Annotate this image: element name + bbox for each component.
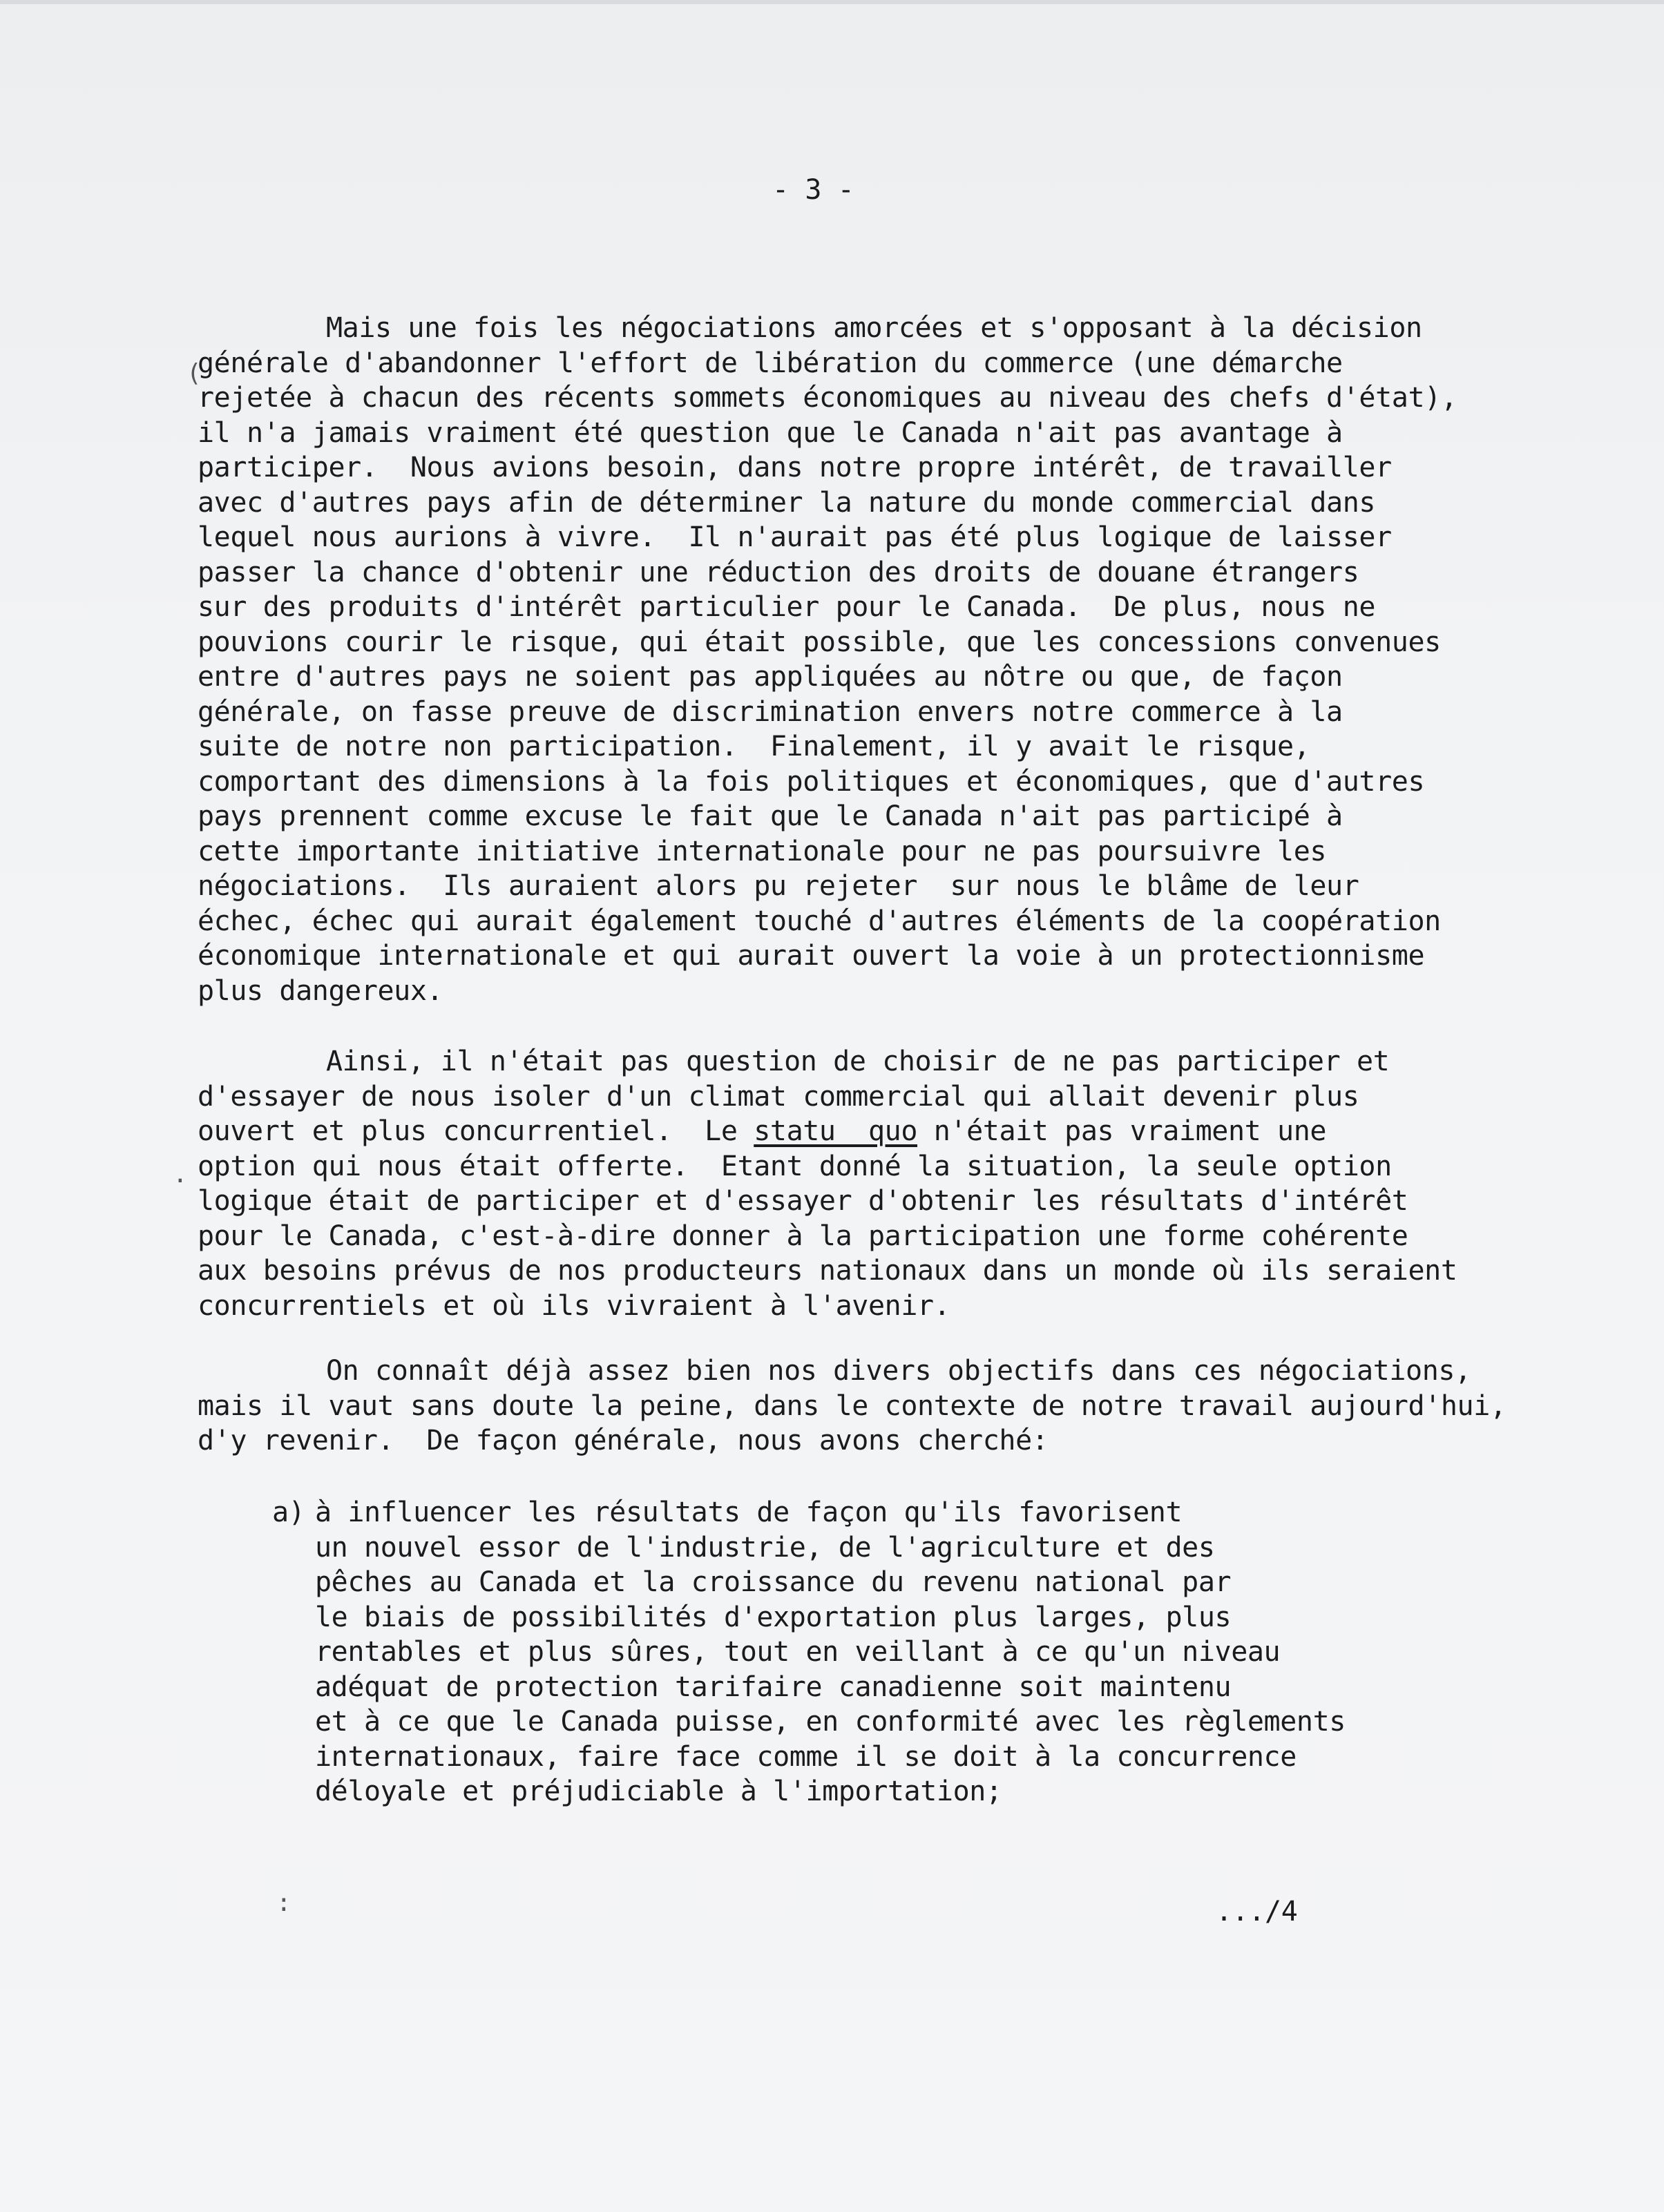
margin-dots: : [276, 1889, 291, 1917]
text-line: Ainsi, il n'était pas question de choisir de ne pas participer et [326, 1046, 1390, 1077]
text-line: lequel nous aurions à vivre. Il n'aurait pas été plus logique de laisser [198, 521, 1392, 553]
text-segment: n'était pas vraiment une [917, 1115, 1327, 1147]
text-line: générale d'abandonner l'effort de libération du commerce (une démarche [198, 347, 1343, 379]
paragraph-2 [198, 1044, 1579, 1323]
text-line: économique internationale et qui aurait ouvert la voie à un protectionnisme [198, 940, 1425, 972]
text-line: d'y revenir. De façon générale, nous avons cherché: [198, 1425, 1049, 1456]
margin-tick: ( [187, 359, 202, 387]
text-line: cette importante initiative internationale pour ne pas poursuivre les [198, 835, 1327, 867]
continuation-marker: .../4 [1216, 1896, 1298, 1927]
underlined-term: statu quo [754, 1115, 918, 1147]
text-line: un nouvel essor de l'industrie, de l'agriculture et des [315, 1531, 1215, 1564]
text-line: adéquat de protection tarifaire canadienne soit maintenu [315, 1671, 1232, 1703]
text-line: d'essayer de nous isoler d'un climat commercial qui allait devenir plus [198, 1080, 1359, 1113]
text-line: pêches au Canada et la croissance du revenu national par [315, 1566, 1232, 1598]
text-line: pour le Canada, c'est-à-dire donner à la participation une forme cohérente [198, 1220, 1408, 1252]
text-line: option qui nous était offerte. Etant donné la situation, la seule option [198, 1150, 1392, 1182]
text-line: à influencer les résultats de façon qu'ils favorisent [315, 1497, 1183, 1528]
margin-dot: · [173, 1167, 188, 1195]
text-line: suite de notre non participation. Finalement, il y avait le risque, [198, 731, 1310, 762]
text-line: mais il vaut sans doute la peine, dans le contexte de notre travail aujourd'hui, [198, 1389, 1507, 1422]
text-segment: ouvert et plus concurrentiel. Le [198, 1115, 754, 1147]
text-line: comportant des dimensions à la fois politiques et économiques, que d'autres [198, 765, 1425, 798]
paragraph-1 [198, 311, 1579, 1008]
list-marker: a) [272, 1497, 305, 1528]
page-top-edge [0, 0, 1664, 4]
paragraph-3 [198, 1354, 1579, 1459]
text-line: aux besoins prévus de nos producteurs nationaux dans un monde où ils seraient [198, 1255, 1457, 1287]
text-line: sur des produits d'intérêt particulier pour le Canada. De plus, nous ne [198, 591, 1376, 623]
text-line: internationaux, faire face comme il se doit à la concurrence [315, 1740, 1297, 1773]
text-line: négociations. Ils auraient alors pu rejeter sur nous le blâme de leur [198, 870, 1359, 902]
text-line: passer la chance d'obtenir une réduction des droits de douane étrangers [198, 556, 1359, 588]
text-line: participer. Nous avions besoin, dans notre propre intérêt, de travailler [198, 452, 1392, 483]
text-line: rejetée à chacun des récents sommets économiques au niveau des chefs d'état), [198, 382, 1457, 414]
text-line: rentables et plus sûres, tout en veillant à ce qu'un niveau [315, 1636, 1281, 1668]
text-line: avec d'autres pays afin de déterminer la nature du monde commercial dans [198, 486, 1376, 519]
text-line: générale, on fasse preuve de discrimination envers notre commerce à la [198, 695, 1343, 728]
text-line: pays prennent comme excuse le fait que le Canada n'ait pas participé à [198, 800, 1343, 832]
text-line: entre d'autres pays ne soient pas appliquées au nôtre ou que, de façon [198, 661, 1343, 693]
text-line: déloyale et préjudiciable à l'importation; [315, 1776, 1002, 1807]
text-line: pouvions courir le risque, qui était possible, que les concessions convenues [198, 626, 1441, 658]
text-line: On connaît déjà assez bien nos divers objectifs dans ces négociations, [326, 1355, 1471, 1387]
text-line [198, 1114, 1579, 1149]
text-line: plus dangereux. [198, 974, 443, 1007]
text-line: logique était de participer et d'essayer d'obtenir les résultats d'intérêt [198, 1185, 1408, 1217]
text-line: concurrentiels et où ils vivraient à l'avenir. [198, 1289, 950, 1322]
list-item-a [272, 1495, 1558, 1809]
text-line: et à ce que le Canada puisse, en conformité avec les règlements [315, 1706, 1346, 1738]
text-line: le biais de possibilités d'exportation plus larges, plus [315, 1601, 1232, 1633]
text-line: Mais une fois les négociations amorcées et s'opposant à la décision [326, 312, 1422, 344]
text-line: il n'a jamais vraiment été question que le Canada n'ait pas avantage à [198, 416, 1343, 449]
text-line: échec, échec qui aurait également touché d'autres éléments de la coopération [198, 905, 1441, 937]
page-number: - 3 - [772, 174, 854, 206]
